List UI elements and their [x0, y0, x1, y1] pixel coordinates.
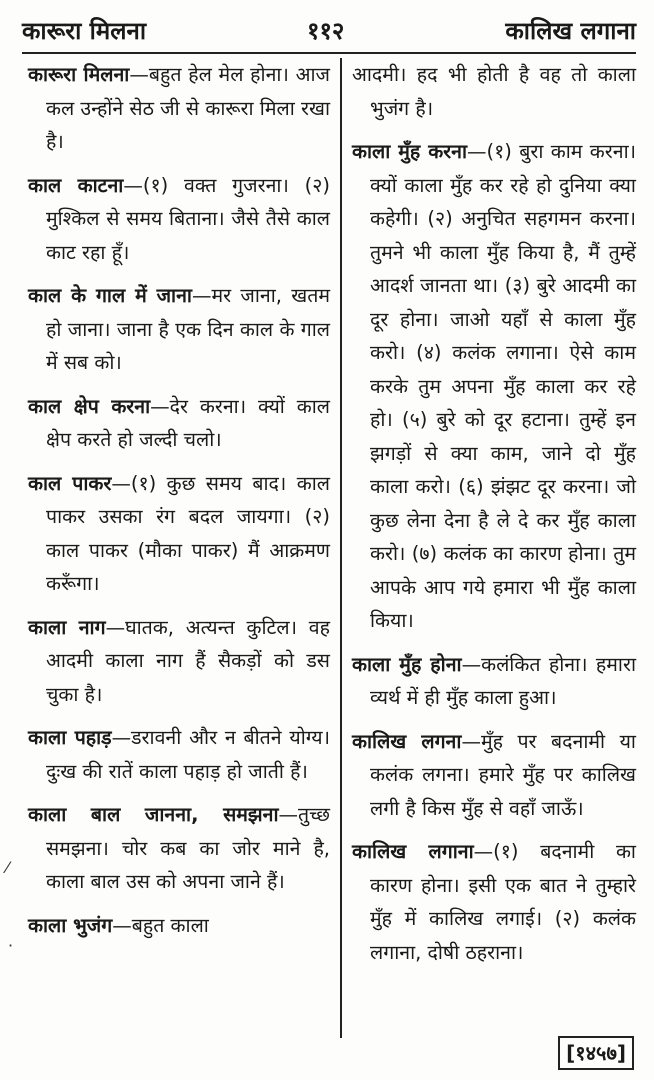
entry-text: —डरावनी और न बीतने योग्य। दुःख की रातें काला पहाड़ हो जाती हैं। — [46, 726, 330, 783]
entry-text: —(१) बदनामी का कारण होना। इसी एक बात ने तुम्हारे मुँह में कालिख लगाई। (२) कलंक लगाना, दोषी ठहराना। — [370, 840, 636, 964]
entry — [28, 390, 330, 457]
entry-headword: काला मुँह होना — [352, 652, 462, 676]
entry-text: —बहुत हेल मेल होना। आज कल उन्होंने सेठ जी से कारूरा मिला रखा है। — [46, 63, 330, 153]
entry — [28, 721, 330, 788]
entry-text: —बहुत काला — [112, 913, 209, 937]
entry-text: —मर जाना, खतम हो जाना। जाना है एक दिन काल के गाल में सब को। — [46, 284, 331, 374]
header-right-guideword: कालिख लगाना — [505, 16, 636, 45]
entry-headword: काल पाकर — [28, 471, 112, 495]
entry-continuation — [352, 58, 636, 125]
header-rule — [22, 52, 636, 54]
entry — [28, 279, 330, 380]
entry-headword: काला पहाड़ — [28, 726, 112, 749]
entry-text: आदमी। हद भी होती है वह तो काला भुजंग है। — [352, 63, 636, 120]
page-footer-number: [१४५७] — [558, 1036, 634, 1070]
entry-text: —तुच्छ समझना। चोर कब का जोर माने है, काला बाल उस को अपना जाने हैं। — [46, 803, 330, 893]
entry — [28, 467, 330, 601]
entry — [352, 135, 636, 638]
entry — [28, 169, 330, 270]
entry-headword: काल काटना — [28, 173, 124, 197]
entry-headword: कालिख लगना — [352, 729, 462, 753]
entry-headword: काल क्षेप करना — [28, 394, 151, 418]
entry-text: —(१) बुरा काम करना। क्यों काला मुँह कर रहे हो दुनिया क्या कहेगी। (२) अनुचित सहगमन करना। तुमने भी काला मुँह किया है, मैं तुम्हें आदर्श जानता था। (३) बुरे आदमी का दूर होना। जाओ यहाँ से काला मुँह करो। (४) कलंक लगाना। ऐसे काम करके तुम अपना मुँह काला कर रहे हो। (५) बुरे को दूर हटाना। तुम्हें इन झगड़ों से क्या काम, जाने दो मुँह काला करो। (६) झंझट दूर करना। जो कुछ लेना देना है ले दे कर मुँह काला करो। (७) कलंक का कारण होना। तुम आपके आप गये हमारा भी मुँह काला किया। — [370, 140, 637, 632]
entry — [352, 725, 636, 826]
entry-text: —(१) कुछ समय बाद। काल पाकर उसका रंग बदल जायगा। (२) काल पाकर (मौका पाकर) मैं आक्रमण करूँगा। — [46, 471, 330, 595]
entry — [28, 909, 330, 943]
entry-text: —कलंकित होना। हमारा व्यर्थ में ही मुँह काला हुआ। — [370, 652, 637, 709]
entry — [28, 58, 330, 159]
left-column — [28, 58, 330, 952]
header-left-guideword: कारूरा मिलना — [22, 16, 147, 45]
entry — [28, 798, 330, 899]
right-column — [352, 58, 636, 979]
margin-tick-mark: ⁄ — [6, 858, 9, 877]
entry-headword: काला नाग — [28, 615, 106, 639]
entry-text: —(१) वक्त गुजरना। (२) मुश्किल से समय बिताना। जैसे तैसे काल काट रहा हूँ। — [46, 173, 331, 264]
entry-headword: कालिख लगाना — [352, 840, 474, 863]
entry-headword: काला बाल जानना, समझना — [28, 803, 279, 826]
entry — [352, 648, 636, 715]
entry-text: —देर करना। क्यों काल क्षेप करते हो जल्दी चलो। — [46, 394, 330, 451]
page-header — [22, 10, 636, 50]
entry-text: —मुँह पर बदनामी या कलंक लगना। हमारे मुँह पर कालिख लगी है किस मुँह से वहाँ जाऊँ। — [370, 729, 636, 820]
entry-headword: काला भुजंग — [28, 913, 113, 937]
entry-headword: काल के गाल में जाना — [28, 284, 192, 307]
entry-headword: कारूरा मिलना — [28, 63, 130, 86]
entry-text: —घातक, अत्यन्त कुटिल। वह आदमी काला नाग हैं सैकड़ों को डस चुका है। — [46, 615, 330, 706]
page-number: ११२ — [306, 16, 345, 45]
entry-headword: काला मुँह करना — [352, 140, 468, 163]
entry — [352, 835, 636, 969]
margin-dot-mark: · — [8, 936, 14, 955]
column-divider — [340, 58, 342, 1038]
entry — [28, 611, 330, 712]
